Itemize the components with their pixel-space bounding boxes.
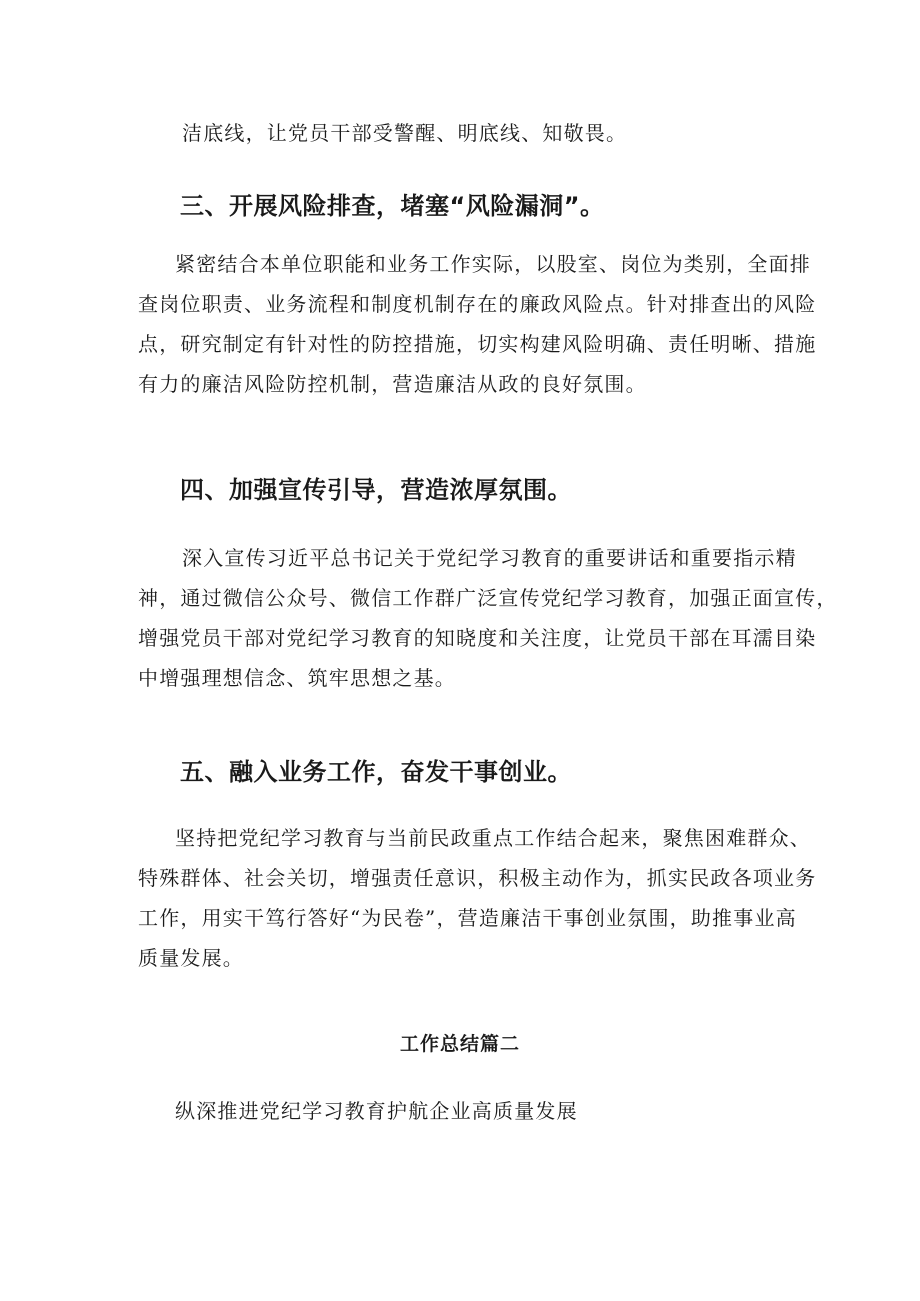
paragraph-line: 有力的廉洁风险防控机制，营造廉洁从政的良好氛围。 bbox=[138, 372, 647, 396]
part-two-title: 工作总结篇二 bbox=[399, 1033, 520, 1055]
paragraph-line: 中增强理想信念、筑牢思想之基。 bbox=[138, 666, 456, 690]
part-two-subtitle: 纵深推进党纪学习教育护航企业高质量发展 bbox=[175, 1099, 578, 1123]
paragraph-line: 坚持把党纪学习教育与当前民政重点工作结合起来，聚焦困难群众、 bbox=[175, 826, 811, 850]
paragraph-line: 查岗位职责、业务流程和制度机制存在的廉政风险点。针对排查出的风险 bbox=[138, 292, 817, 316]
paragraph-line: 质量发展。 bbox=[138, 946, 244, 970]
section-5-paragraph bbox=[138, 818, 816, 978]
paragraph-line: 工作，用实干笃行答好“为民卷”，营造廉洁干事创业氛围，助推事业高 bbox=[138, 906, 797, 930]
section-4-heading: 四、加强宣传引导，营造浓厚氛围。 bbox=[180, 476, 572, 504]
paragraph-line: 神，通过微信公众号、微信工作群广泛宣传党纪学习教育，加强正面宣传， bbox=[138, 586, 838, 610]
section-3-paragraph bbox=[138, 244, 816, 404]
paragraph-line: 特殊群体、社会关切，增强责任意识，积极主动作为，抓实民政各项业务 bbox=[138, 866, 817, 890]
intro-fragment: 洁底线，让党员干部受警醒、明底线、知敬畏。 bbox=[182, 121, 628, 145]
section-5-heading: 五、融入业务工作，奋发干事创业。 bbox=[180, 758, 572, 786]
paragraph-line: 紧密结合本单位职能和业务工作实际，以股室、岗位为类别，全面排 bbox=[175, 252, 811, 276]
paragraph-line: 点，研究制定有针对性的防控措施，切实构建风险明确、责任明晰、措施 bbox=[138, 332, 817, 356]
paragraph-line: 增强党员干部对党纪学习教育的知晓度和关注度，让党员干部在耳濡目染 bbox=[138, 626, 817, 650]
paragraph-line: 深入宣传习近平总书记关于党纪学习教育的重要讲话和重要指示精 bbox=[182, 546, 797, 570]
section-4-paragraph bbox=[138, 538, 838, 698]
section-3-heading: 三、开展风险排查，堵塞“风险漏洞”。 bbox=[180, 192, 605, 220]
